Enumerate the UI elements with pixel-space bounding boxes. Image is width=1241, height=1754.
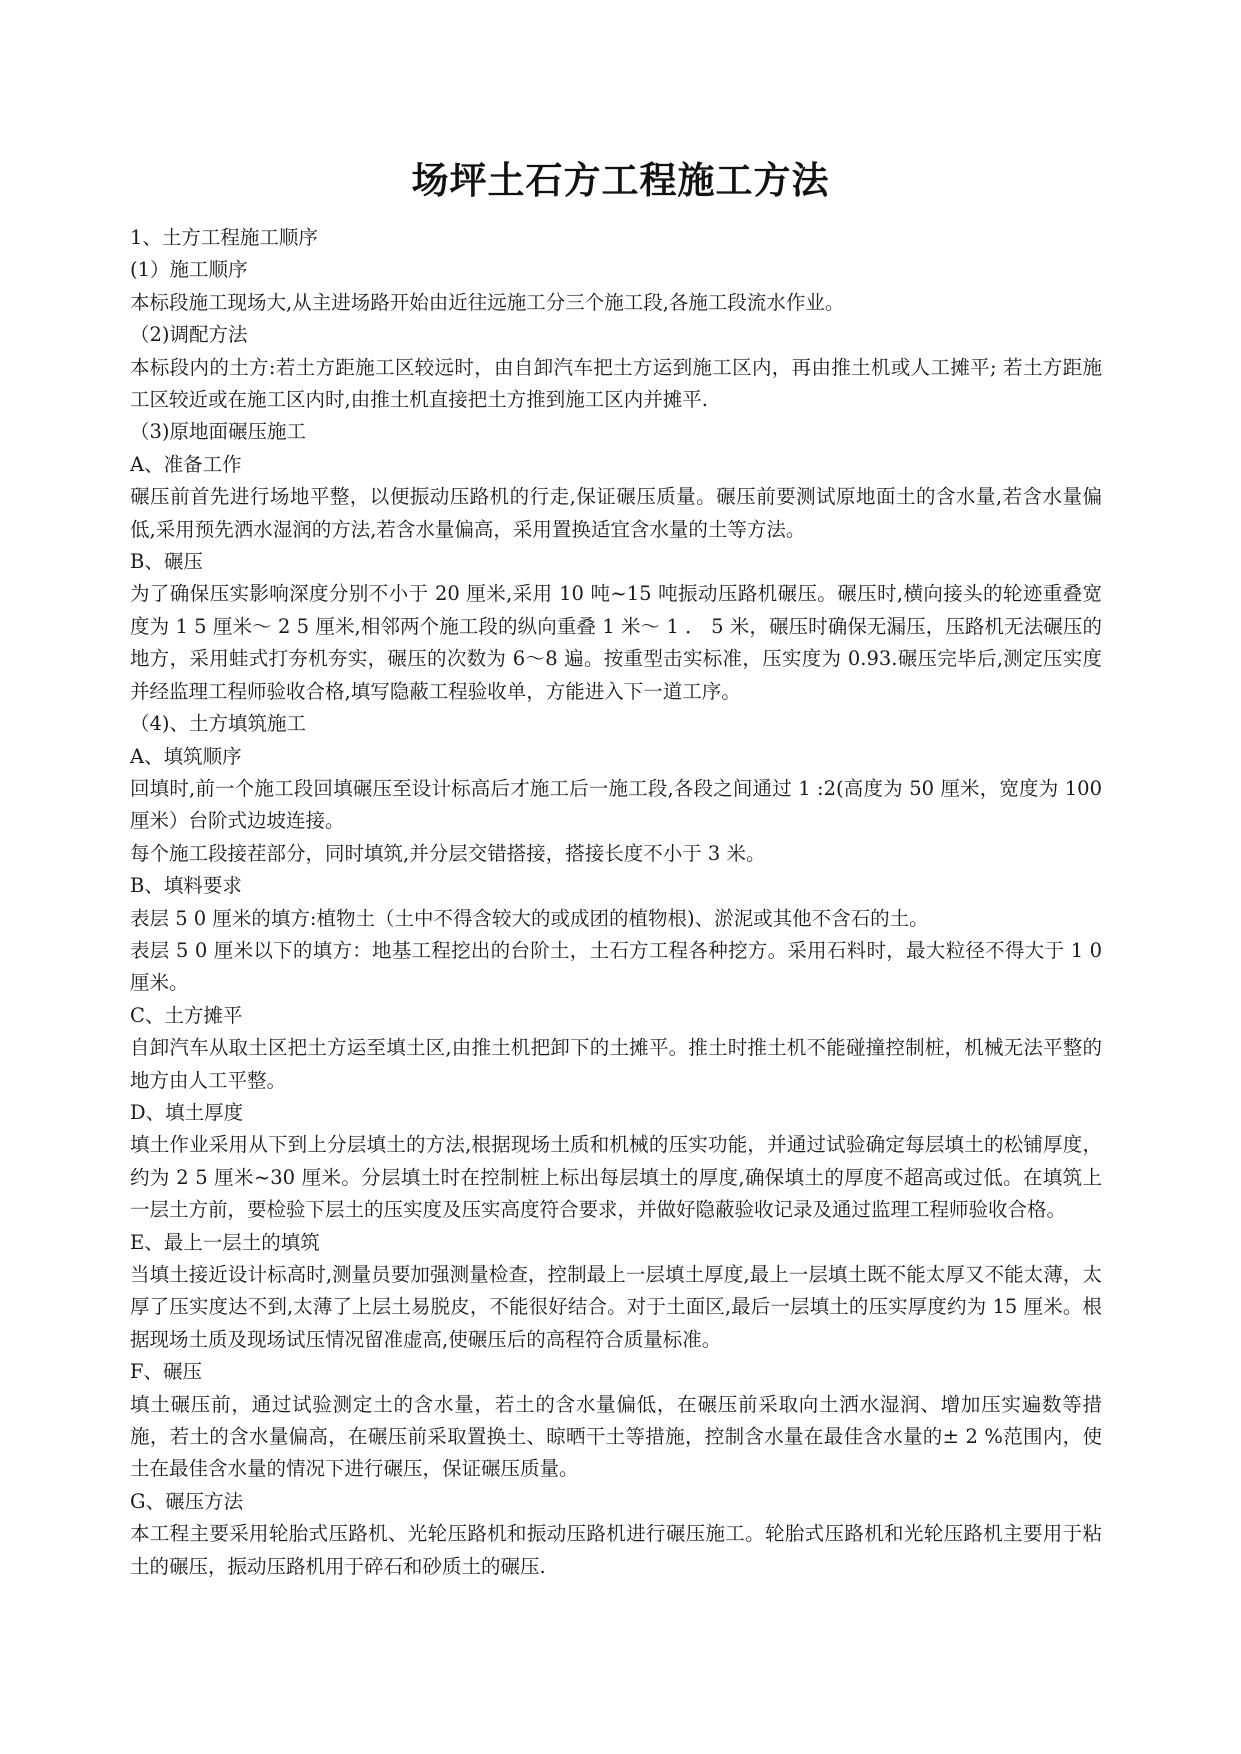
item-heading-a: A、填筑顺序 [130, 744, 242, 768]
paragraph: 本标段内的土方:若土方距施工区较远时，由自卸汽车把土方运到施工区内，再由推土机或人工摊平; 若土方距施工区较近或在施工区内时,由推土机直接把土方推到施工区内并摊平. [130, 355, 1102, 412]
paragraph: 碾压前首先进行场地平整，以便振动压路机的行走,保证碾压质量。碾压前要测试原地面土的含水量,若含水量偏低,采用预先洒水湿润的方法,若含水量偏高，采用置换适宜含水量的土等方法。 [130, 485, 1102, 541]
paragraph: 回填时,前一个施工段回填碾压至设计标高后才施工后一施工段,各段之间通过 1 :2(高度为 50 厘米，宽度为 100 厘米）台阶式边坡连接。 [130, 776, 1102, 833]
paragraph: 自卸汽车从取土区把土方运至填土区,由推土机把卸下的土摊平。推土时推土机不能碰撞控制桩，机械无法平整的地方由人工平整。 [130, 1036, 1102, 1092]
heading-1: 1、土方工程施工顺序 [130, 226, 318, 249]
item-heading-a: A、准备工作 [130, 452, 242, 476]
item-heading-c: C、土方摊平 [130, 1003, 243, 1027]
item-heading-b: B、碾压 [130, 550, 203, 574]
item-heading-f: F、碾压 [130, 1360, 203, 1384]
paragraph: 表层 5 0 厘米以下的填方：地基工程挖出的台阶土，土石方工程各种挖方。采用石料时，最大粒径不得大于 1 0 厘米。 [130, 938, 1102, 995]
subheading-1-3: （3)原地面碾压施工 [130, 420, 307, 444]
paragraph: 为了确保压实影响深度分别不小于 20 厘米,采用 10 吨~15 吨振动压路机碾压。碾压时,横向接头的轮迹重叠宽度为 1 5 厘米～ 2 5 厘米,相邻两个施工段的纵向重叠 1 米～ 1 ． 5 米，碾压时确保无漏压，压路机无法碾压的地方，采用蛙式打夯机夯实，碾压的次数为 6～8 遍。按重型击实标准，压实度为 0.93.碾压完毕后,测定压实度并经监理工程师验收合格,填写隐蔽工程验收单，方能进入下一道工序。 [130, 582, 1102, 703]
paragraph: 填土碾压前，通过试验测定土的含水量，若土的含水量偏低，在碾压前采取向土洒水湿润、增加压实遍数等措施，若土的含水量偏高，在碾压前采取置换土、晾晒干土等措施，控制含水量在最佳含水量的± 2 %范围内，使土在最佳含水量的情况下进行碾压，保证碾压质量。 [130, 1392, 1102, 1481]
item-heading-d: D、填土厚度 [130, 1100, 244, 1124]
item-heading-e: E、最上一层土的填筑 [130, 1230, 320, 1254]
paragraph: 每个施工段接茬部分，同时填筑,并分层交错搭接，搭接长度不小于 3 米。 [130, 841, 766, 865]
paragraph: 表层 5 0 厘米的填方:植物土（土中不得含较大的或成团的植物根)、淤泥或其他不含石的土。 [130, 906, 929, 930]
paragraph: 本标段施工现场大,从主进场路开始由近往远施工分三个施工段,各施工段流水作业。 [130, 290, 845, 314]
document-title: 场坪土石方工程施工方法 [411, 158, 830, 202]
document-body [130, 222, 1102, 1583]
subheading-1-2: （2)调配方法 [130, 323, 248, 347]
subheading-1-1: (1）施工顺序 [130, 258, 248, 282]
paragraph: 当填土接近设计标高时,测量员要加强测量检查，控制最上一层填土厚度,最上一层填土既不能太厚又不能太薄，太厚了压实度达不到,太薄了上层土易脱皮，不能很好结合。对于土面区,最后一层填土的压实厚度约为 15 厘米。根据现场土质及现场试压情况留准虚高,使碾压后的高程符合质量标准。 [130, 1263, 1102, 1351]
item-heading-b: B、填料要求 [130, 874, 242, 898]
paragraph: 本工程主要采用轮胎式压路机、光轮压路机和振动压路机进行碾压施工。轮胎式压路机和光轮压路机主要用于粘土的碾压，振动压路机用于碎石和砂质土的碾压. [130, 1522, 1102, 1578]
subheading-1-4: （4)、土方填筑施工 [130, 712, 307, 736]
item-heading-g: G、碾压方法 [130, 1489, 244, 1513]
paragraph: 填土作业采用从下到上分层填土的方法,根据现场土质和机械的压实功能，并通过试验确定每层填土的松铺厚度，约为 2 5 厘米~30 厘米。分层填土时在控制桩上标出每层填土的厚度,确保填土的厚度不超高或过低。在填筑上一层土方前，要检验下层土的压实度及压实高度符合要求，并做好隐蔽验收记录及通过监理工程师验收合格。 [130, 1133, 1102, 1222]
